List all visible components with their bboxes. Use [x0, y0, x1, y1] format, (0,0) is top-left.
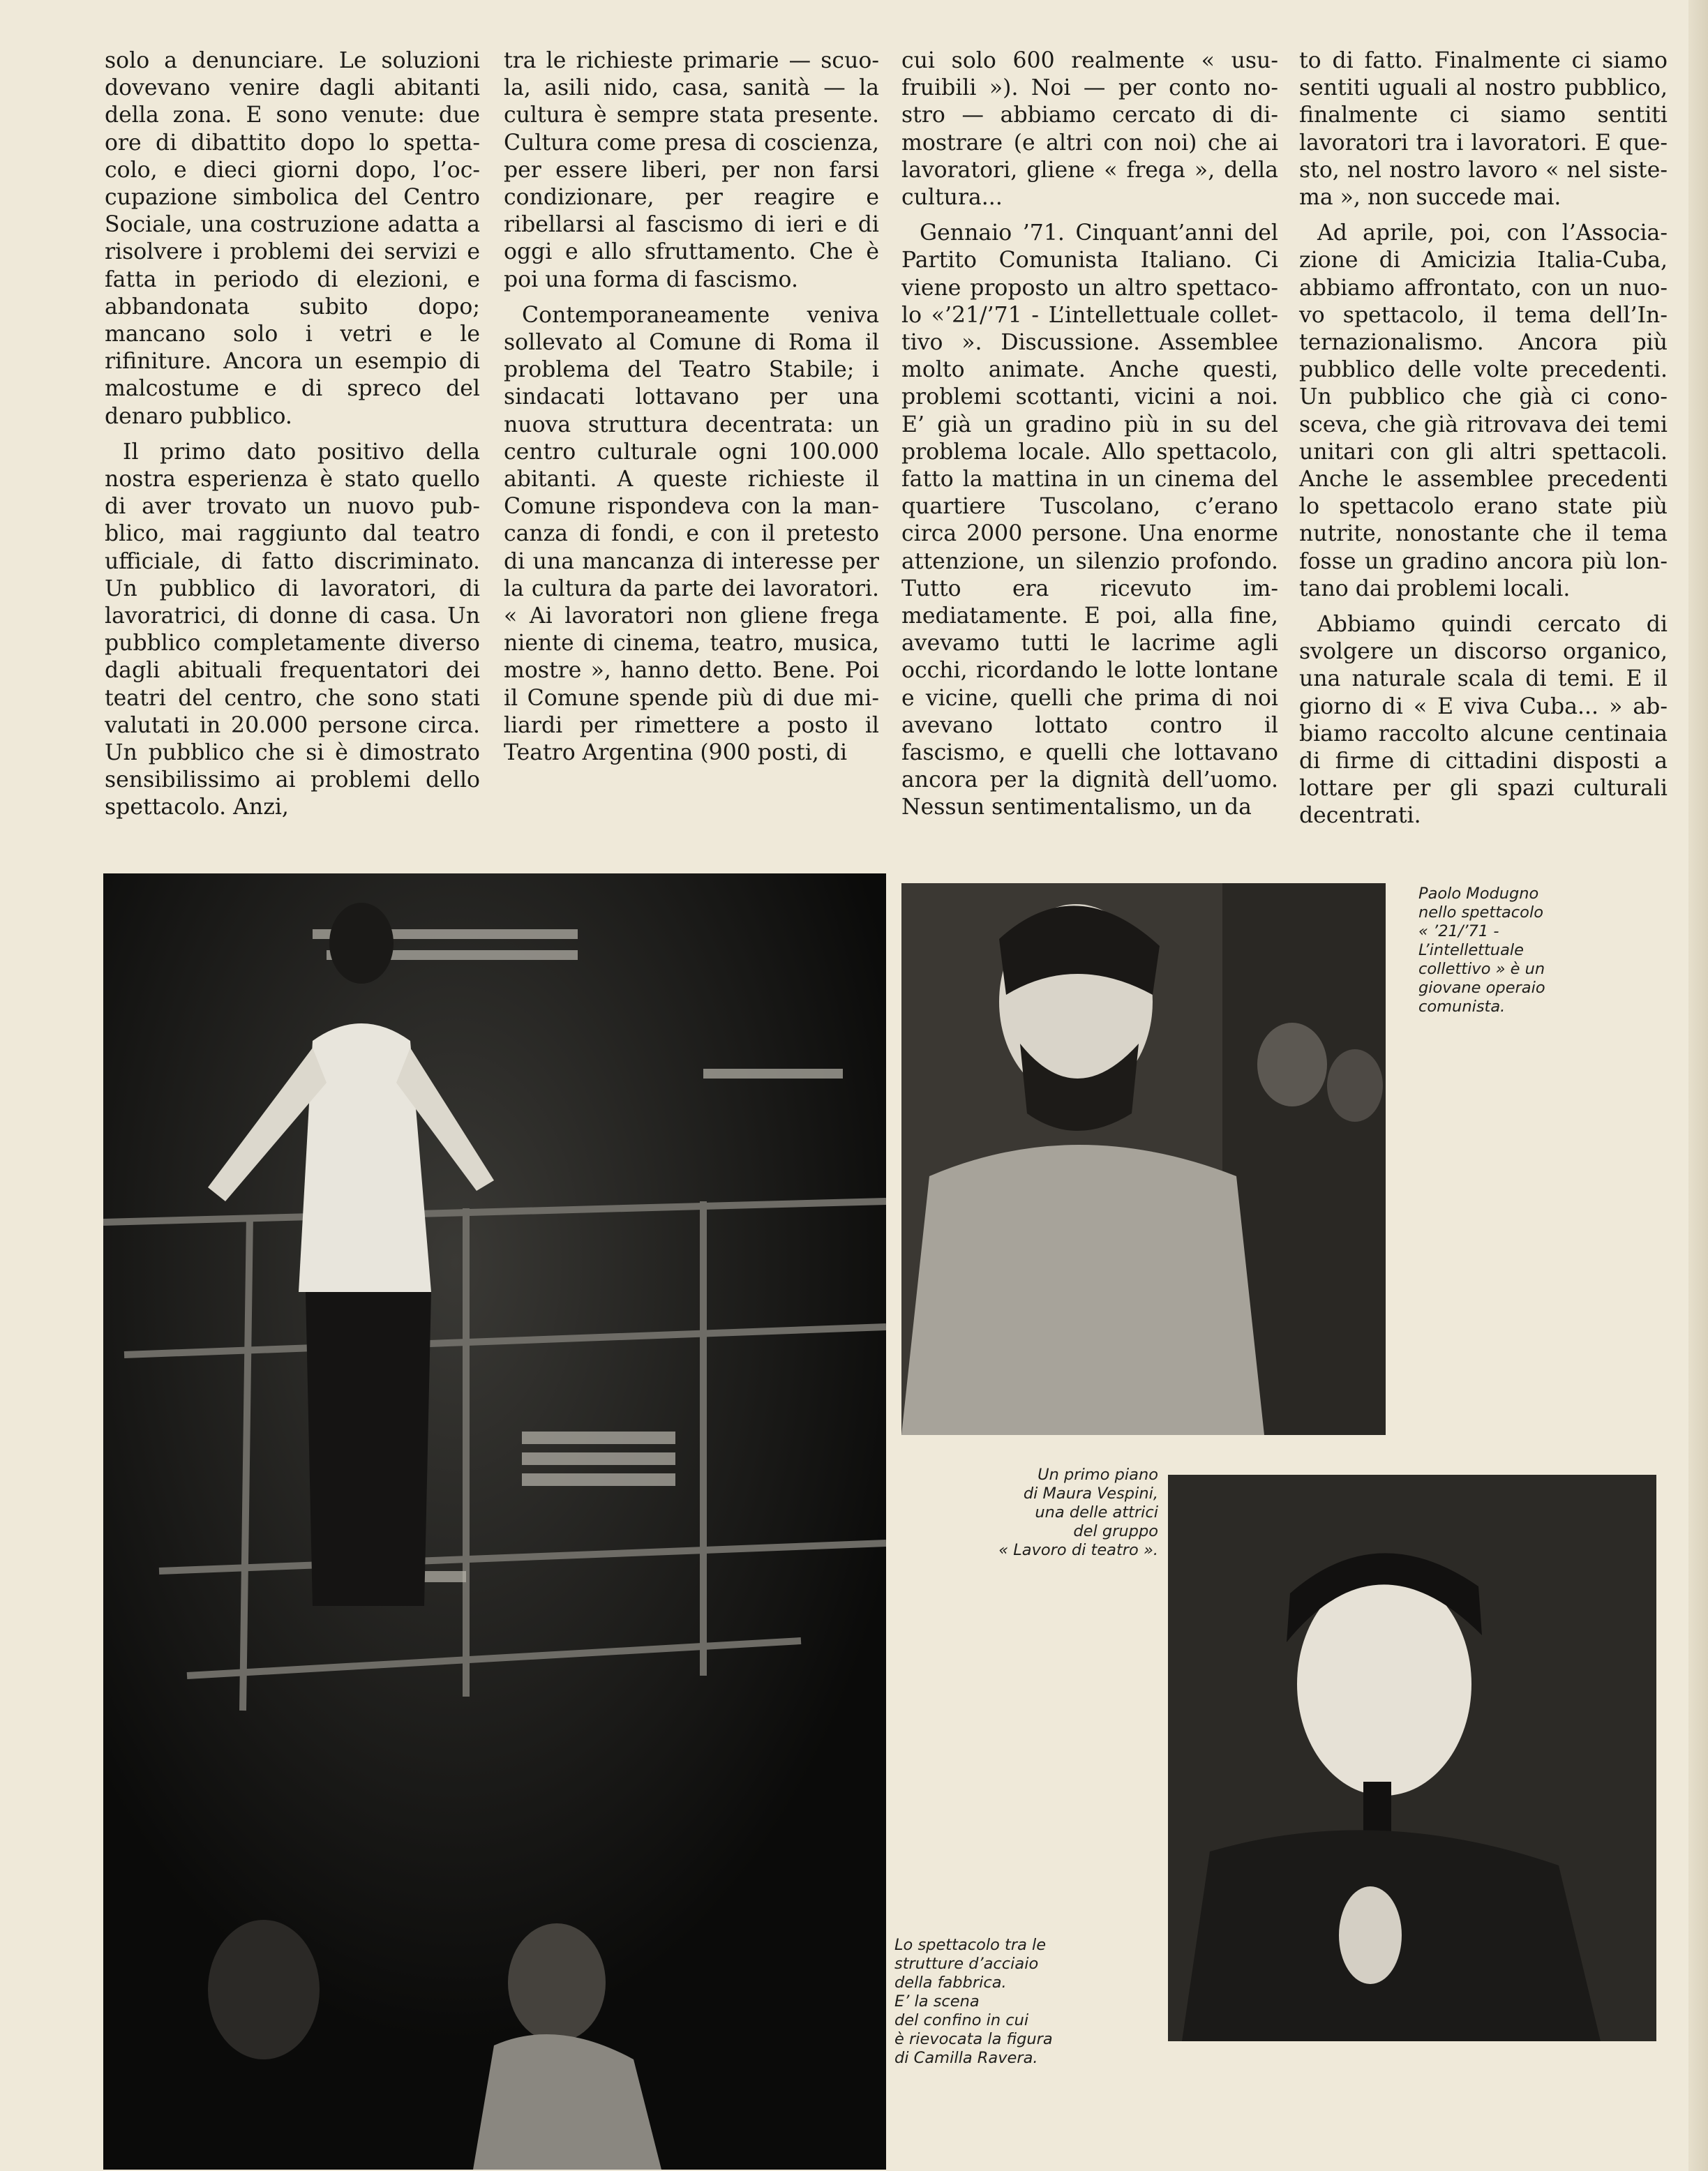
text-column-2: [504, 47, 879, 767]
paragraph: cui solo 600 realmente « usufruibili »). Noi — per conto nostro — abbiamo cercato di dimostrare (e altri con noi) che ai lavoratori, gliene « frega », della cultura...: [901, 48, 1278, 211]
photo-paolo-modugno: [901, 883, 1386, 1435]
paragraph: Il primo dato positivo della nostra esperienza è stato quello di aver trovato un nuovo pubblico, mai raggiunto dal teatro ufficiale, di fatto discriminato. Un pubblico di lavoratori, di lavoratrici, di donne di casa. Un pubblico completamente diverso dagli abituali frequentatori dei teatri del centro, che sono stati valutati in 20.000 persone circa. Un pubblico che si è dimostrato sensibilissimo ai problemi dello spettacolo. Anzi,: [105, 439, 480, 820]
caption-paolo-modugno: Paolo Modugno nello spettacolo « ’21/’71 - L’intellettuale collettivo » è un giovane operaio comunista.: [1418, 885, 1545, 1016]
paragraph: Abbiamo quindi cercato di svolgere un discorso organico, una naturale scala di temi. E il giorno di « E viva Cuba... » abbiamo raccolto alcune centinaia di firme di cittadini disposti a lottare per gli spazi culturali decentrati.: [1299, 612, 1668, 829]
paragraph: Contemporaneamente veniva sollevato al Comune di Roma il problema del Teatro Stabile; i sindacati lottavano per una nuova struttura decentrata: un centro culturale ogni 100.000 abitanti. A queste richieste il Comune rispondeva con la mancanza di fondi, e con il pretesto di una mancanza di interesse per la cultura da parte dei lavoratori. « Ai lavoratori non gliene frega niente di cinema, teatro, musica, mostre », hanno detto. Bene. Poi il Comune spende più di due miliardi per rimettere a posto il Teatro Argentina (900 posti, di: [504, 302, 879, 766]
caption-maura-vespini: Un primo piano di Maura Vespini, una delle attrici del gruppo « Lavoro di teatro ».: [998, 1466, 1158, 1559]
paragraph: tra le richieste primarie — scuola, asili nido, casa, sanità — la cultura è sempre stata presente. Cultura come presa di coscienza, per essere liberi, per non farsi condizionare, per reagire e ribellarsi al fascismo di ieri e di oggi e allo sfruttamento. Che è poi una forma di fascismo.: [504, 48, 879, 292]
text-column-1: [105, 47, 480, 822]
photo-factory-stage-image: [103, 873, 886, 2170]
paragraph: Ad aprile, poi, con l’Associazione di Amicizia Italia-Cuba, abbiamo affrontato, con un nuovo spettacolo, il tema dell’Internazionalismo. Ancora più pubblico delle volte precedenti. Un pubblico che già ci conosceva, che già ritrovava dei temi unitari con gli altri spettacoli. Anche le assemblee precedenti lo spettacolo erano state più nutrite, nonostante che il tema fosse un gradino ancora più lontano dai problemi locali.: [1299, 220, 1668, 601]
photo-maura-vespini: [1168, 1475, 1656, 2041]
paragraph: to di fatto. Finalmente ci siamo sentiti uguali al nostro pubblico, finalmente ci siamo sentiti lavoratori tra i lavoratori. E questo, nel nostro lavoro « nel sistema », non succede mai.: [1299, 48, 1668, 211]
text-column-4: [1299, 47, 1668, 830]
paragraph: solo a denunciare. Le soluzioni dovevano venire dagli abitanti della zona. E sono venute: due ore di dibattito dopo lo spettacolo, e dieci giorni dopo, l’occupazione simbolica del Centro Sociale, una costruzione adatta a risolvere i problemi dei servizi e fatta in periodo di elezioni, e abbandonata subito dopo; mancano solo i vetri e le rifiniture. Ancora un esempio di malcostume e di spreco del denaro pubblico.: [105, 48, 480, 429]
paragraph: Gennaio ’71. Cinquant’anni del Partito Comunista Italiano. Ci viene proposto un altro spettacolo «’21/’71 - L’intellettuale collettivo ». Discussione. Assemblee molto animate. Anche questi, problemi scottanti, vicini a noi. E’ già un gradino più in su del problema locale. Allo spettacolo, fatto la mattina in un cinema del quartiere Tuscolano, c’erano circa 2000 persone. Una enorme attenzione, un silenzio profondo. Tutto era ricevuto immediatamente. E poi, alla fine, avevamo tutti le lacrime agli occhi, ricordando le lotte lontane e vicine, quelli che prima di noi avevano lottato contro il fascismo, e quelli che lottavano ancora per la dignità dell’uomo. Nessun sentimentalismo, un da: [901, 220, 1278, 820]
photo-factory-stage: [103, 873, 886, 2170]
photo-maura-vespini-image: [1168, 1475, 1656, 2041]
caption-factory-stage: Lo spettacolo tra le strutture d’acciaio della fabbrica. E’ la scena del confino in cui è rievocata la figura di Camilla Ravera.: [894, 1936, 1053, 2067]
text-column-3: [901, 47, 1278, 822]
photo-paolo-modugno-image: [901, 883, 1386, 1435]
page-edge: [1688, 0, 1708, 2171]
